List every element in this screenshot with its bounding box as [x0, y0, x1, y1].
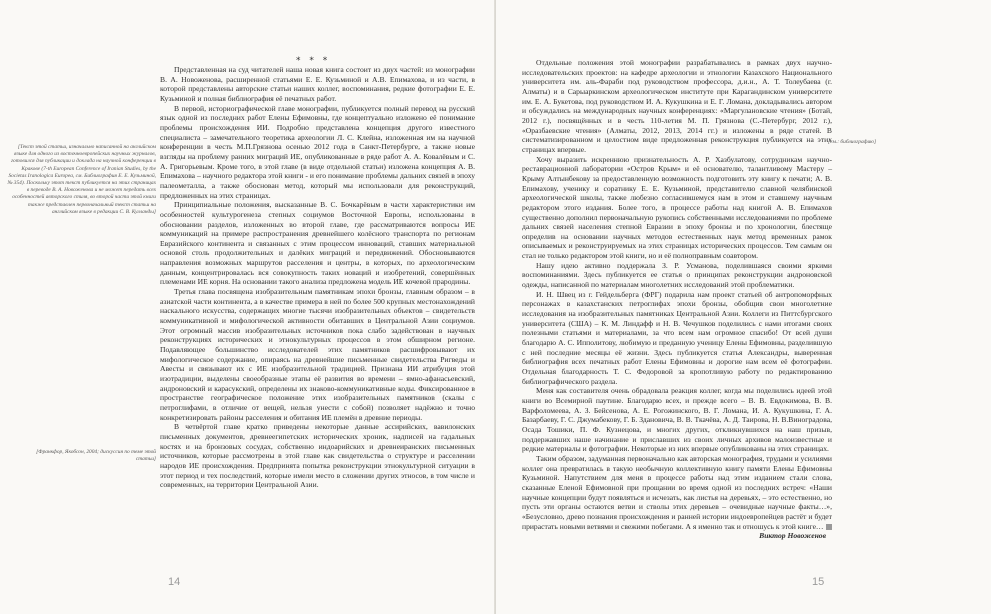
- left-text-column: [160, 65, 475, 490]
- paragraph: Отдельные положения этой монографии разрабатывались в рамках двух научно-исследовательских проектов: на кафедре археологии и этнологии Казахского Национального университета им. аль-Фараби под руководством профессора, д.и.н., А. Т. Толеубаева (г. Алматы) и в Сарыаркинском археологическом институте при Карагандинском университете им. Е. А. Букетова, под руководством И. А. Кукушкина и Е. Г. Ломана, докладывались автором и обсуждались на международных научных конференциях: «Маргулановские чтения» (Ботай, 2012 г.), посвящённых и в честь 110-летия М. П. Грязнова (С.-Петербург, 2012 г.), «Оразбаевские чтения» (Алматы, 2012, 2013, 2014 гг.) и изложены в ряде статей. В систематизированном и целостном виде предложенная реконструкция публикуется на этих страницах впервые.: [522, 58, 832, 154]
- paragraph: Хочу выразить искреннюю признательность А. Р. Хазбулатову, сотрудникам научно-реставрационной лаборатории «Остров Крым» и её основателю, талантливому Мастеру – Крыму Алтынбекову за предоставленную возможность подготовить эту книгу к печати; А. В. Епимахову, ученику и соратнику Е. Е. Кузьминой, представителю славной челябинской археологической школы, также любезно согласившемуся нам в этом и ставшему научным редактором этого издания. Более того, в процессе работы над книгой А. В. Епимахов существенно дополнил первоначальную рукопись собственными исследованиями по проблеме дальних связей населения степной Евразии в эпоху бронзы и по хронологии, блестяще определив на основании научных методов естественных наук метод временных рамок описываемых и реконструируемых на этих страницах исторических процессов. Тем самым он стал не только редактором этой книги, но и её полноправным соавтором.: [522, 154, 832, 261]
- paragraph: В четвёртой главе кратко приведены некоторые данные ассирийских, вавилонских письменных документов, древнеегипетских исторических хроник, надписей на гадальных костях и на бронзовых сосудах, собственно индоарийских и древнеиранских письменных источников, которые рассмотрены в этой главе как свидетельства о структуре и расселении народов ИЕ происхождения. Предпринята попытка реконструкции этнокультурной ситуации в этот период и тех последствий, которые имели место в сложении других этносов, в том числе и современных, на территории Центральной Азии.: [160, 422, 475, 490]
- paragraph: Представленная на суд читателей наша новая книга состоит из двух частей: из монографии В. А. Новоженова, расширенной статьями Е. Е. Кузьминой и А.В. Епимахова, и из части, в которой представлены авторские статьи наших коллег, воспоминания, редкие фотографии Е. Е. Кузьминой и полная библиография её печатных работ.: [160, 65, 475, 103]
- section-separator: * * *: [296, 56, 331, 66]
- left-page: [0, 0, 495, 614]
- page-number-right: 15: [812, 576, 825, 588]
- sidenote-bibliography: [см.: библиографию]: [828, 139, 877, 145]
- paragraph-final-text: Таким образом, задуманная первоначально как авторская монография, трудами и усилиями коллег она превратилась в такую необычную коллективную книгу памяти Елены Ефимовны Кузьминой. Напутствием для меня в процессе работы над этим изданием стали слова, сказанные Еленой Ефимовной при прощании во время одной из последних встреч: «Наши научные концепции будут появляться и исчезать, как листья на деревьях, – это естественно, но пусть эти органы остаются ветви и стволы этих деревьев – очевидные научные факты…», «Безусловно, древо познания происхождения и ранней истории индоевропейцев растёт и будет прирастать новыми ветвями и свежими побегами. А я именно так и отношусь к этой книге…: [522, 453, 832, 531]
- paragraph: Меня как составителя очень обрадовала реакция коллег, когда мы поделились идеей этой книги во Всемирной паутине. Благодарю всех, и прежде всего – В. В. Евдокимова, В. В. Варфоломеева, А. З. Бейсенова, А. Е. Рогожинского, В. Г. Ломана, И. А. Кукушкина, Г. А. Базарбаеву, Г. С. Джумабекову, Г. Б. Здановича, В. В. Ткачёва, А. Д. Таирова, Н. В.Виноградова, Осада Тошики, П. Ф. Кузнецова, и многих других, откликнувшихся на наш призыв, поддержавших наше начинание и приславших из своих личных архивов малоизвестные и редкие материалы и фотографии. Некоторые из них впервые опубликованы на этих страницах.: [522, 386, 832, 454]
- paragraph-final: [522, 454, 832, 531]
- paragraph: И. Н. Швец из г. Гейдельберга (ФРГ) подарила нам проект статьей об антропоморфных персонажах в казахстанских петроглифах эпохи бронзы, обобщив свои многолетние исследования на изобразительных памятниках Центральной Азии. Коллеги из Питтсбургского университета (США) – К. М. Линдафф и Н. В. Чечушков поделились с нами итогами своих полезными статьями и материалами, за что всем нам огромное спасибо! От всей души благодарю А. С. Ипполитову, любимую и преданную ученицу Елены Ефимовны, разделившую с ней последние месяцы её жизни. Здесь публикуется статья Александры, выверенная библиография всех печатных работ Елены Ефимовны и дорогие нам всем её фотографии. Отдельная благодарность Т. С. Федоровой за кропотливую работу по редактированию библиографического раздела.: [522, 289, 832, 386]
- end-mark-icon: [826, 524, 832, 530]
- paragraph: Принципиальные положения, высказанные В. С. Бочкарёвым в части характеристики им особенностей культурогенеза степных социумов Восточной Европы, использованы в обосновании разделов, изложенных во второй главе, где рассматриваются вопросы ИЕ коммуникаций на примере распространения древнейшего колёсного транспорта по регионам Евразийского континента и связанных с этим процессом инноваций, ставших материальной основой столь продолжительных и далёких миграций и передвижений. Обосновываются направления возможных маршрутов расселения и центры, в которых, по археологическим данным, концентрировалась вся совокупность таких новаций и изобретений, совершённых племенами ИЕ корня. На основании такого анализа предложена модель ИЕ кочевой прародины.: [160, 200, 475, 287]
- paragraph: В первой, историографической главе монографии, публикуется полный перевод на русский язык одной из последних работ Елены Ефимовны, где концептуально изложено её понимание проблемы происхождения ИИ. Подробно представлена концепция другого известного специалиста – замечательного теоретика археологии Л. С. Клейна, изложенная им на научной конференции в честь М.П.Грязнова осенью 2012 года в Санкт-Петербурге, а также новые взгляды на проблему ранних миграций ИЕ, опубликованные в ряде работ А. А. Ковалёвым и С. А. Григорьевым. Кроме того, в этой главе (в виде отдельной статьи) изложена концепция А. В. Епимахова – научного редактора этой книги - и его понимание проблемы дальних связей в эпоху палеометалла, а также обоснован метод, который мы использовали для реконструкций, предложенных на этих страницах.: [160, 103, 475, 200]
- author-signature: Виктор Новоженов: [759, 531, 826, 541]
- paragraph: Нашу идею активно поддержала З. Р. Усманова, поделившаяся своими яркими воспоминаниями. Здесь публикуется ее статья о принципах реконструкции андроновской одежды, написанной по материалам многолетних исследований этой проблематики.: [522, 260, 832, 290]
- sidenote-translation: [Текст этой статьи, изначально написанной на английском языке для одного из восточноевропейских научных журналов, готовился для публикации и доклада на научной конференции в Кракове (7-th European Conference of Iranian Studies, by the Societas Iranologica Europea, см. Библиография Е. Е. Кузьминой, № 354). Поскольку этот текст публикуется на этих страницах в переводе В. А. Новоженова и не может передать всех особенностей авторского стиля, во второй части этой книги также представлен первоначальный текст статьи на английском языке в редакции С. В. Кулланды]: [7, 144, 156, 215]
- paragraph: Третья глава посвящена изобразительным памятникам эпохи бронзы, главным образом – в азиатской части континента, а в качестве примера в ней по более 500 крупных местонахождений наскального искусства, содержащих многие тысячи изобразительных объектов – свидетельств коммуникативной и мифологической активности обитавших в Центральной Азии социумов. Этот огромный массив изобразительных источников пока слабо задействован в научных реконструкциях исторических и этнокультурных процессов в этом обширном регионе. Подавляющее большинство исследователей этих памятников расшифровывают их мифологическое содержание, опираясь на древнейшие письменные свидетельства Ригведы и Авесты и связывают их с ИЕ изобразительной традицией. Признана ИИ атрибуция этой изотрадиции, выделены своеобразные этапы её развития во времени – ямно-афанасьевский, андроновский и карасукский, определены их знаково-коммуникативные коды. Фиксированное в пространстве географическое положение этих изобразительных памятников (скалы с петроглифами, в отличие от вещей, нельзя унести с собой) позволяет надёжно и точно конкретизировать районы расселения и обитания ИЕ племён в древние периоды.: [160, 287, 475, 422]
- sidenote-reference: [Франкфор, Якобсон, 2004; дискуссия по теме этой статьи]: [36, 449, 156, 463]
- page-number-left: 14: [168, 576, 181, 588]
- right-text-column: [522, 58, 832, 541]
